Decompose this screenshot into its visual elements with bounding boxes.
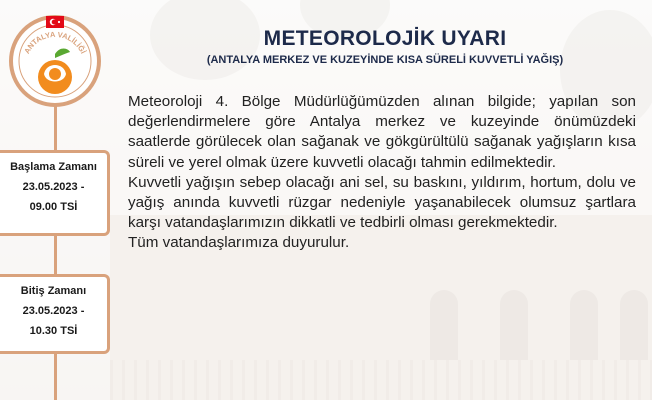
timeline-rail xyxy=(0,0,112,400)
start-label: Başlama Zamanı xyxy=(10,161,97,173)
logo-text: ANTALYA VALİLİĞİ xyxy=(22,29,88,56)
paragraph-forecast: Meteoroloji 4. Bölge Müdürlüğümüzden alınan bilgide; yapılan son değerlendirmelere göre Antalya merkez ve kuzeyinde önümüzdeki saatlerde görülecek olan sağanak ve gökgürültülü sağanak yağışların kısa süreli ve yerel olmak üzere kuvvetli olacağı tahmin edilmektedir. xyxy=(128,93,636,171)
timeline-line xyxy=(54,95,57,400)
end-label: Bitiş Zamanı xyxy=(20,285,87,297)
start-time-box xyxy=(0,150,110,236)
end-time-box xyxy=(0,274,110,354)
warning-body xyxy=(128,92,636,254)
start-time: 09.00 TSİ xyxy=(29,201,78,213)
paragraph-caution: Kuvvetli yağışın sebep olacağı ani sel, su baskını, yıldırım, hortum, dolu ve yağış anında kuvvetli rüzgar nedeniyle yaşanabilecek olumsuz şartlara karşı vatandaşlarımızın dikkatli ve tedbirli olması gerekmektedir. xyxy=(128,173,636,232)
page-title: METEOROLOJİK UYARI xyxy=(263,27,507,50)
antalya-valiligi-logo xyxy=(8,14,102,108)
end-date: 23.05.2023 - xyxy=(22,305,85,317)
page-subtitle: (ANTALYA MERKEZ VE KUZEYİNDE KISA SÜRELİ KUVVETLİ YAĞIŞ) xyxy=(206,54,564,66)
start-date: 23.05.2023 - xyxy=(22,181,85,193)
paragraph-announcement: Tüm vatandaşlarımıza duyurulur. xyxy=(128,234,350,252)
end-time: 10.30 TSİ xyxy=(29,325,78,337)
